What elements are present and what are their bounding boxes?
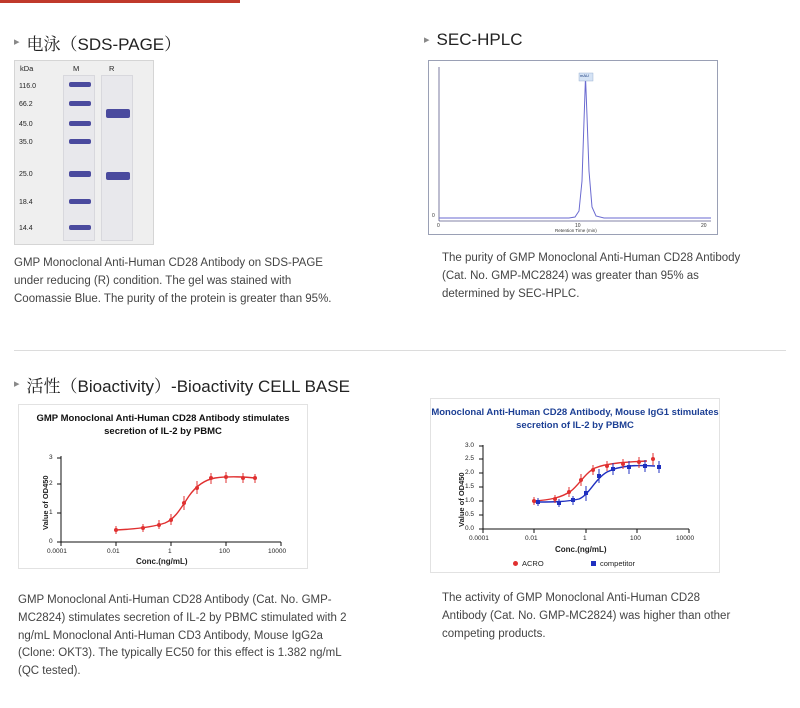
chart-right-y-axis-label: Value of OD450	[457, 472, 466, 527]
chart-right-plot-svg	[431, 441, 721, 546]
hplc-plot-svg	[429, 61, 717, 234]
chart-right-xtick-3: 100	[630, 535, 641, 542]
chart-left-ytick-2: 2	[49, 480, 53, 487]
gel-lane-r	[101, 75, 133, 241]
gel-unit-label: kDa	[20, 64, 34, 73]
legend-item-acro	[513, 559, 544, 568]
chart-left-ytick-3: 3	[49, 454, 53, 461]
chart-right-ytick-1: 0.5	[465, 511, 475, 518]
chart-left-plot-svg	[19, 450, 309, 560]
bullet-icon: ▸	[424, 33, 430, 46]
chart-left-ytick-0: 0	[49, 538, 53, 545]
hplc-y-tick-0: 0	[432, 213, 435, 219]
chart-left-xtick-3: 100	[219, 548, 230, 555]
sec-hplc-chromatogram	[428, 60, 718, 235]
legend-marker-square-icon	[591, 561, 596, 566]
chart-right-x-axis-label: Conc.(ng/mL)	[555, 545, 607, 554]
chart-right-ytick-2: 1.0	[465, 497, 475, 504]
chart-right-ytick-0: 0.0	[465, 525, 475, 532]
legend-label-competitor: competitor	[600, 559, 636, 568]
chart-right-ytick-4: 2.0	[465, 469, 475, 476]
section-divider	[14, 350, 786, 351]
section-title-text: 活性（Bioactivity）-Bioactivity CELL BASE	[26, 377, 350, 396]
hplc-x-tick-20: 20	[701, 223, 707, 229]
bullet-icon: ▸	[14, 378, 20, 390]
gel-marker-116: 116.0	[19, 83, 36, 90]
gel-marker-14: 14.4	[19, 225, 33, 232]
bioactivity-chart-left	[18, 404, 308, 569]
chart-right-xtick-1: 0.01	[525, 535, 538, 542]
section-electrophoresis	[14, 30, 384, 55]
chart-right-xtick-0: 0.0001	[469, 535, 489, 542]
section-title-electrophoresis	[14, 30, 384, 55]
chart-right-ytick-3: 1.5	[465, 483, 475, 490]
sds-page-gel-image	[14, 60, 154, 245]
gel-lane-label-m: M	[73, 64, 80, 73]
section-title-bioactivity	[14, 372, 614, 397]
caption-bioactivity-right: The activity of GMP Monoclonal Anti-Human CD28 Antibody (Cat. No. GMP-MC2824) was higher than other competing products.	[442, 592, 731, 640]
gel-marker-35: 35.0	[19, 139, 33, 146]
gel-marker-25: 25.0	[19, 171, 33, 178]
legend-marker-circle-icon	[513, 561, 518, 566]
gel-marker-45: 45.0	[19, 121, 33, 128]
legend-label-acro: ACRO	[522, 559, 544, 568]
chart-right-ytick-6: 3.0	[465, 442, 475, 449]
gel-lane-m	[63, 75, 95, 241]
top-accent-rule	[0, 0, 240, 3]
chart-left-xtick-1: 0.01	[107, 548, 120, 555]
chart-left-y-axis-label: Value of OD450	[41, 475, 50, 530]
chart-left-xtick-0: 0.0001	[47, 548, 67, 555]
bioactivity-chart-right	[430, 398, 720, 573]
gel-marker-66: 66.2	[19, 101, 33, 108]
gel-marker-18: 18.4	[19, 199, 33, 206]
chart-right-xtick-4: 10000	[676, 535, 695, 542]
gel-lane-label-r: R	[109, 64, 115, 73]
chart-right-ytick-5: 2.5	[465, 455, 475, 462]
caption-bioactivity-left: GMP Monoclonal Anti-Human CD28 Antibody (Cat. No. GMP-MC2824) stimulates secretion of IL-2 by PBMC stimulated with 2 ng/mL Monoclonal Anti-Human CD3 Antibody, Mouse IgG2a (Clone: OKT3). The typically EC50 for this effect is 1.382 ng/mL (QC tested).	[18, 594, 347, 678]
hplc-x-tick-0: 0	[437, 223, 440, 229]
section-title-text: SEC-HPLC	[436, 30, 523, 49]
section-bioactivity	[14, 372, 614, 397]
caption-sec-hplc: The purity of GMP Monoclonal Anti-Human CD28 Antibody (Cat. No. GMP-MC2824) was greater than 95% as determined by SEC-HPLC.	[442, 252, 741, 300]
section-sec-hplc	[424, 30, 784, 50]
hplc-x-axis-label: Retention Time (min)	[555, 228, 597, 233]
chart-left-x-axis-label: Conc.(ng/mL)	[136, 557, 188, 566]
bullet-icon: ▸	[14, 36, 20, 48]
section-title-sec-hplc	[424, 30, 784, 50]
chart-left-xtick-4: 10000	[268, 548, 287, 555]
hplc-x-tick-10: 10	[575, 223, 581, 229]
legend-item-competitor	[591, 559, 635, 568]
chart-left-ytick-1: 1	[49, 509, 53, 516]
chart-right-xtick-2: 1	[583, 535, 587, 542]
chart-left-xtick-2: 1	[168, 548, 172, 555]
hplc-peak-label: mAU	[580, 73, 589, 78]
chart-right-title: Monoclonal Anti-Human CD28 Antibody, Mouse IgG1 stimulates secretion of IL-2 by PBMC	[431, 407, 719, 431]
section-title-text: 电泳（SDS-PAGE）	[26, 35, 182, 54]
chart-left-title: GMP Monoclonal Anti-Human CD28 Antibody stimulates secretion of IL-2 by PBMC	[36, 413, 290, 437]
caption-electrophoresis: GMP Monoclonal Anti-Human CD28 Antibody on SDS-PAGE under reducing (R) condition. The gel was stained with Coomassie Blue. The purity of the protein is greater than 95%.	[14, 257, 332, 305]
